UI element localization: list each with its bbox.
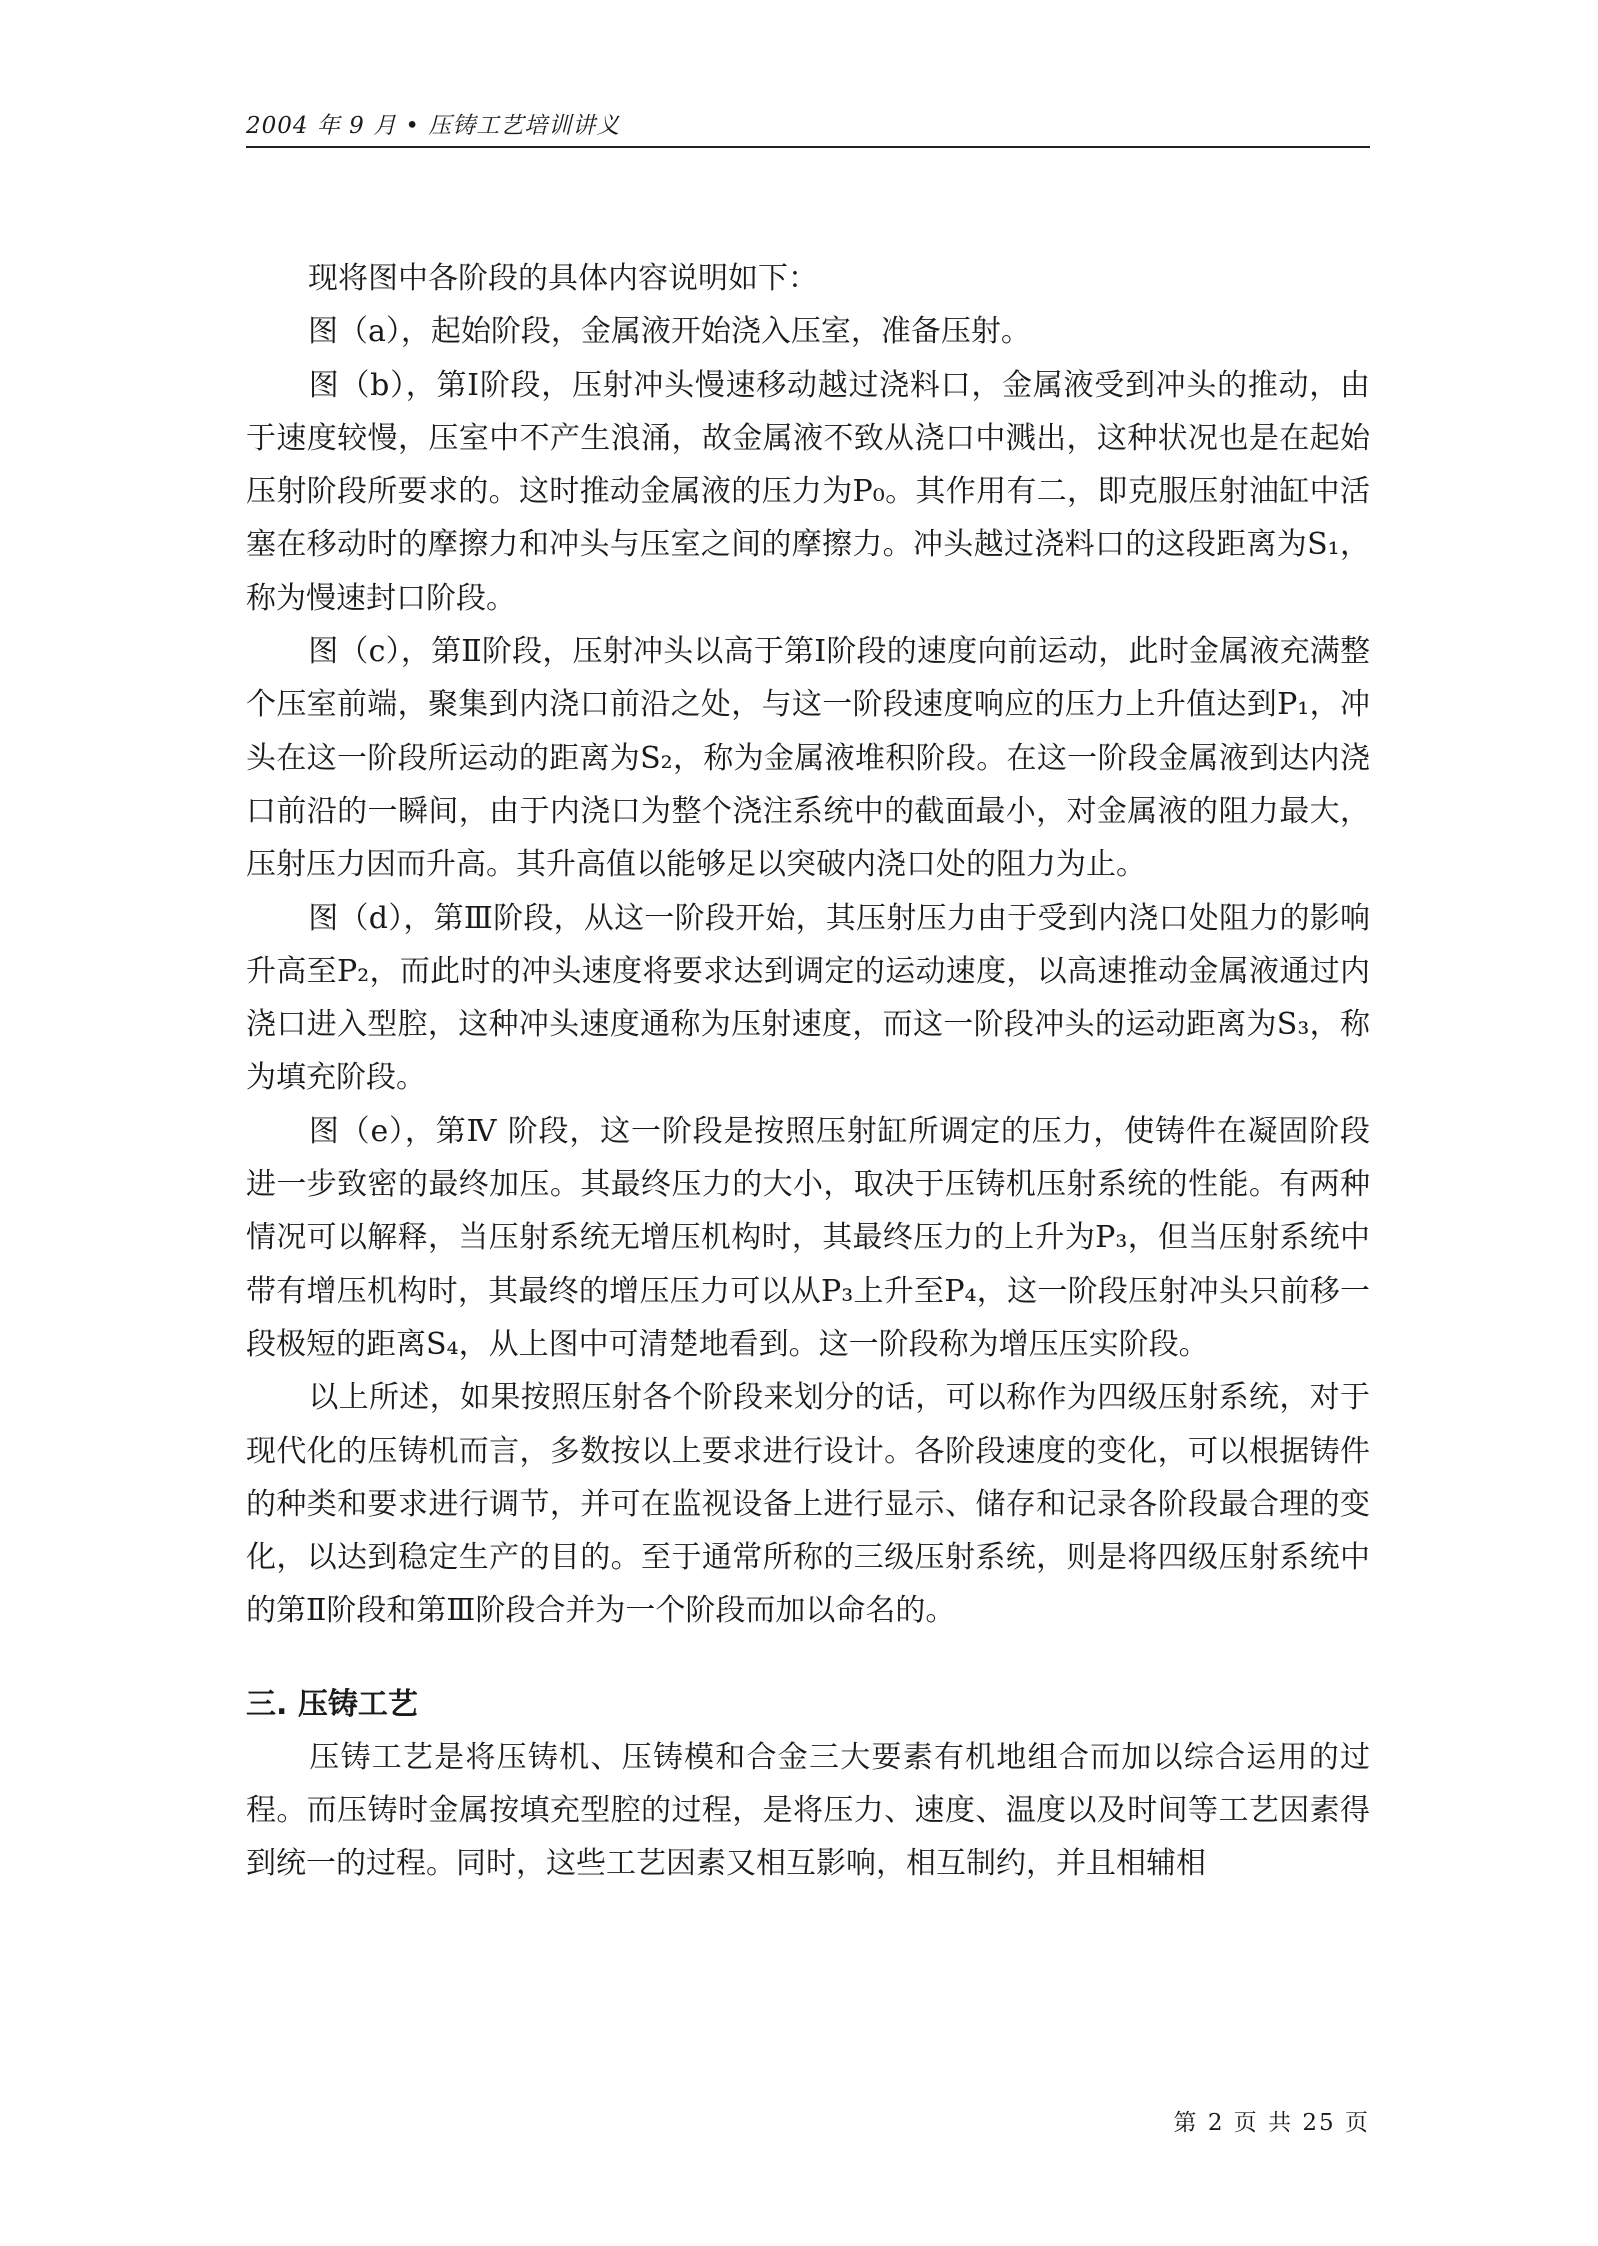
paragraph-text: 图（c），第Ⅱ阶段，压射冲头以高于第Ⅰ阶段的速度向前运动，此时金属液充满整个压室前端，聚集到内浇口前沿之处，与这一阶段速度响应的压力上升值达到P₁，冲头在这一阶段所运动的距离为S₂，称为金属液堆积阶段。在这一阶段金属液到达内浇口前沿的一瞬间，由于内浇口为整个浇注系统中的截面最小，对金属液的阻力最大，压射压力因而升高。其升高值以能够足以突破内浇口处的阻力为止。 xyxy=(246,634,1370,883)
paragraph-text: 现将图中各阶段的具体内容说明如下： xyxy=(308,261,818,296)
paragraph-text: 图（a），起始阶段，金属液开始浇入压室，准备压射。 xyxy=(308,314,1031,350)
paragraph xyxy=(246,359,1370,625)
paragraph xyxy=(246,892,1370,1105)
paragraph xyxy=(246,1105,1370,1371)
paragraph xyxy=(246,305,1370,358)
paragraph xyxy=(246,625,1370,891)
paragraph-text: 图（d），第Ⅲ阶段，从这一阶段开始，其压射压力由于受到内浇口处阻力的影响升高至P₂，而此时的冲头速度将要求达到调定的运动速度，以高速推动金属液通过内浇口进入型腔，这种冲头速度通称为压射速度，而这一阶段冲头的运动距离为S₃，称为填充阶段。 xyxy=(246,900,1370,1096)
paragraph xyxy=(246,1371,1370,1637)
paragraph xyxy=(246,1731,1370,1891)
section-title: 三. 压铸工艺 xyxy=(246,1686,418,1722)
page-number: 第 2 页 共 25 页 xyxy=(1173,2110,1370,2136)
page-header xyxy=(246,112,1370,148)
paragraph-text: 图（b），第Ⅰ阶段，压射冲头慢速移动越过浇料口，金属液受到冲头的推动，由于速度较慢，压室中不产生浪涌，故金属液不致从浇口中溅出，这种状况也是在起始压射阶段所要求的。这时推动金属液的压力为P₀。其作用有二，即克服压射油缸中活塞在移动时的摩擦力和冲头与压室之间的摩擦力。冲头越过浇料口的这段距离为S₁，称为慢速封口阶段。 xyxy=(246,367,1370,616)
paragraph-text: 压铸工艺是将压铸机、压铸模和合金三大要素有机地组合而加以综合运用的过程。而压铸时金属按填充型腔的过程，是将压力、速度、温度以及时间等工艺因素得到统一的过程。同时，这些工艺因素又相互影响，相互制约，并且相辅相 xyxy=(246,1739,1370,1882)
paragraph-text: 图（e），第Ⅳ 阶段，这一阶段是按照压射缸所调定的压力，使铸件在凝固阶段进一步致密的最终加压。其最终压力的大小，取决于压铸机压射系统的性能。有两种情况可以解释，当压射系统无增压机构时，其最终压力的上升为P₃，但当压射系统中带有增压机构时，其最终的增压压力可以从P₃上升至P₄，这一阶段压射冲头只前移一段极短的距离S₄，从上图中可清楚地看到。这一阶段称为增压压实阶段。 xyxy=(246,1113,1370,1362)
document-body xyxy=(246,252,1370,1891)
header-rule xyxy=(246,146,1370,148)
paragraph-text: 以上所述，如果按照压射各个阶段来划分的话，可以称作为四级压射系统，对于现代化的压铸机而言，多数按以上要求进行设计。各阶段速度的变化，可以根据铸件的种类和要求进行调节，并可在监视设备上进行显示、储存和记录各阶段最合理的变化，以达到稳定生产的目的。至于通常所称的三级压射系统，则是将四级压射系统中的第Ⅱ阶段和第Ⅲ阶段合并为一个阶段而加以命名的。 xyxy=(246,1380,1370,1629)
paragraph xyxy=(246,252,1370,305)
header-title: 2004 年 9 月 • 压铸工艺培训讲义 xyxy=(246,113,621,139)
